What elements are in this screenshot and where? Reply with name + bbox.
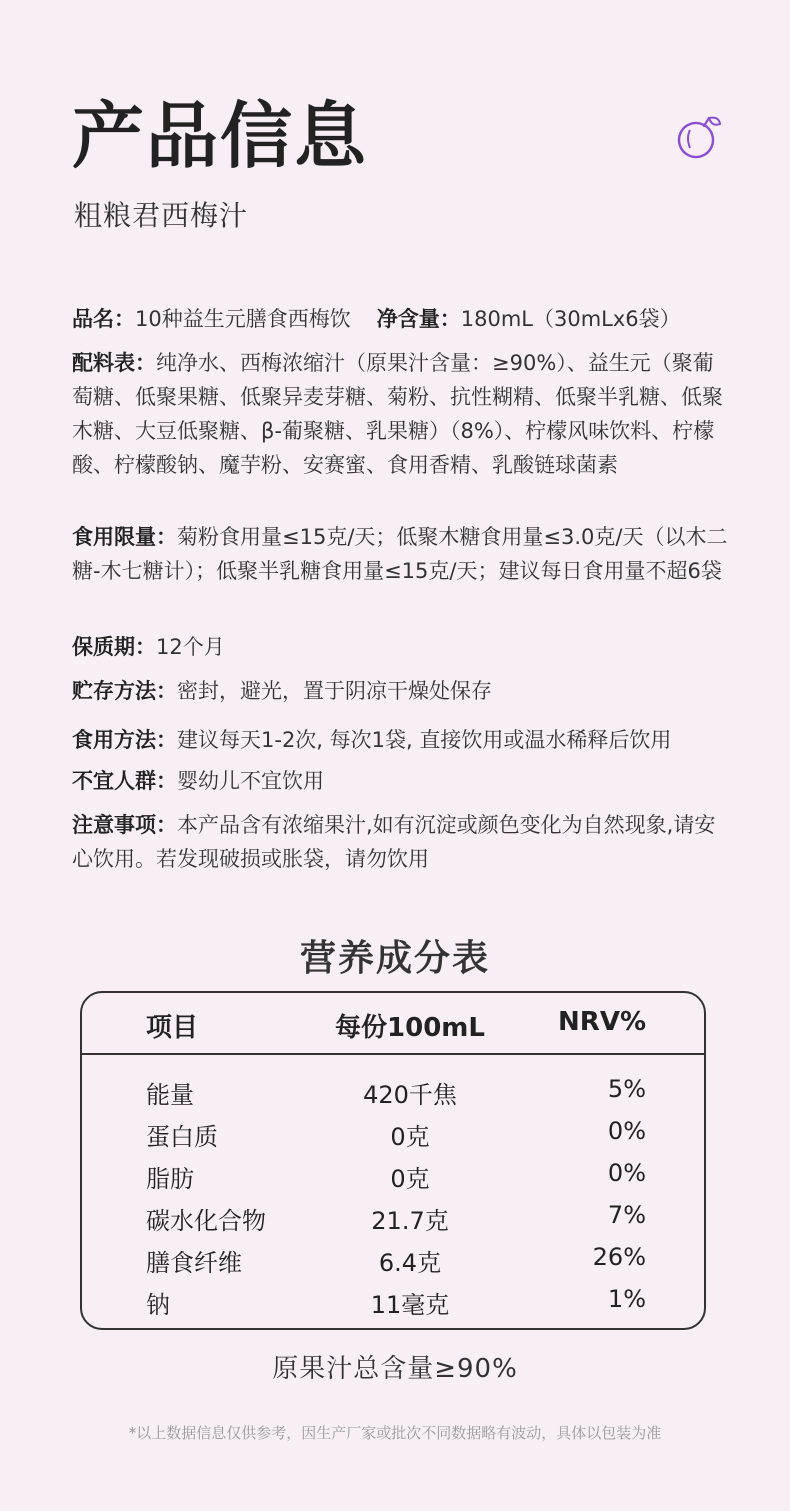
row-item: 膳食纤维 (146, 1249, 242, 1277)
net-value: 180mL（30mLx6袋） (460, 307, 681, 331)
header-nrv: NRV% (558, 1007, 646, 1037)
notice-value: 本产品含有浓缩果汁,如有沉淀或颜色变化为自然现象,请安心饮用。若发现破损或胀袋，请勿饮用 (72, 813, 716, 871)
unsuitable-value: 婴幼儿不宜饮用 (177, 769, 324, 793)
nutrition-title: 营养成分表 (299, 938, 490, 979)
row-item: 蛋白质 (146, 1123, 218, 1151)
info-unsuitable-row (72, 764, 324, 798)
table-row (82, 1285, 704, 1327)
page-subtitle: 粗粮君西梅汁 (74, 199, 249, 232)
name-value: 10种益生元膳食西梅饮 (135, 307, 351, 331)
row-nrv: 0% (607, 1117, 646, 1145)
nutrition-header (82, 993, 704, 1055)
header-item: 项目 (146, 1013, 199, 1043)
table-row (82, 1243, 704, 1285)
shelf-value: 12个月 (156, 635, 225, 659)
row-amount: 0克 (390, 1165, 430, 1193)
storage-value: 密封，避光，置于阴凉干燥处保存 (177, 679, 492, 703)
footnote: *以上数据信息仅供参考，因生产厂家或批次不同数据略有波动，具体以包装为准 (128, 1424, 662, 1442)
row-amount: 21.7克 (371, 1207, 449, 1235)
row-nrv: 0% (607, 1159, 646, 1187)
info-usage-row (72, 723, 671, 757)
info-ingredients-row (72, 346, 732, 482)
ingredients-value: 纯净水、西梅浓缩汁（原果汁含量：≥90%）、益生元（聚葡萄糖、低聚果糖、低聚异麦芽糖、菊粉、抗性糊精、低聚半乳糖、低聚木糖、大豆低聚糖、β-葡聚糖、乳果糖）（8%）、柠檬风味饮料、柠檬酸、柠檬酸钠、魔芋粉、安赛蜜、食用香精、乳酸链球菌素 (72, 351, 723, 477)
info-storage-row (72, 674, 492, 708)
row-nrv: 5% (607, 1075, 646, 1103)
row-amount: 6.4克 (378, 1249, 442, 1277)
ingredients-label: 配料表： (72, 351, 156, 375)
row-nrv: 1% (607, 1285, 646, 1313)
juice-content: 原果汁总含量≥90% (272, 1354, 518, 1384)
row-nrv: 7% (607, 1201, 646, 1229)
shelf-label: 保质期： (72, 635, 156, 659)
info-name-row (72, 302, 681, 336)
notice-label: 注意事项： (72, 813, 177, 837)
row-item: 脂肪 (146, 1165, 194, 1193)
info-shelf-row (72, 630, 225, 664)
table-row (82, 1075, 704, 1117)
row-nrv: 26% (592, 1243, 646, 1271)
row-item: 钠 (146, 1291, 170, 1319)
page-title: 产品信息 (72, 94, 369, 178)
table-row (82, 1159, 704, 1201)
limit-label: 食用限量： (72, 525, 177, 549)
row-amount: 0克 (390, 1123, 430, 1151)
usage-label: 食用方法： (72, 728, 177, 752)
row-item: 能量 (146, 1081, 194, 1109)
plum-icon (672, 110, 724, 162)
table-row (82, 1201, 704, 1243)
table-row (82, 1117, 704, 1159)
row-item: 碳水化合物 (146, 1207, 266, 1235)
usage-value: 建议每天1-2次, 每次1袋, 直接饮用或温水稀释后饮用 (177, 728, 672, 752)
nutrition-table (80, 991, 706, 1330)
limit-value: 菊粉食用量≤15克/天；低聚木糖食用量≤3.0克/天（以木二糖-木七糖计）；低聚半乳糖食用量≤15克/天；建议每日食用量不超6袋 (72, 525, 728, 583)
name-label: 品名： (72, 307, 135, 331)
row-amount: 420千焦 (363, 1081, 457, 1109)
info-limit-row (72, 520, 732, 588)
unsuitable-label: 不宜人群： (72, 769, 177, 793)
storage-label: 贮存方法： (72, 679, 177, 703)
net-label: 净含量： (376, 307, 461, 331)
row-amount: 11毫克 (370, 1291, 450, 1319)
header-amount: 每份100mL (335, 1013, 485, 1043)
info-notice-row (72, 808, 732, 876)
